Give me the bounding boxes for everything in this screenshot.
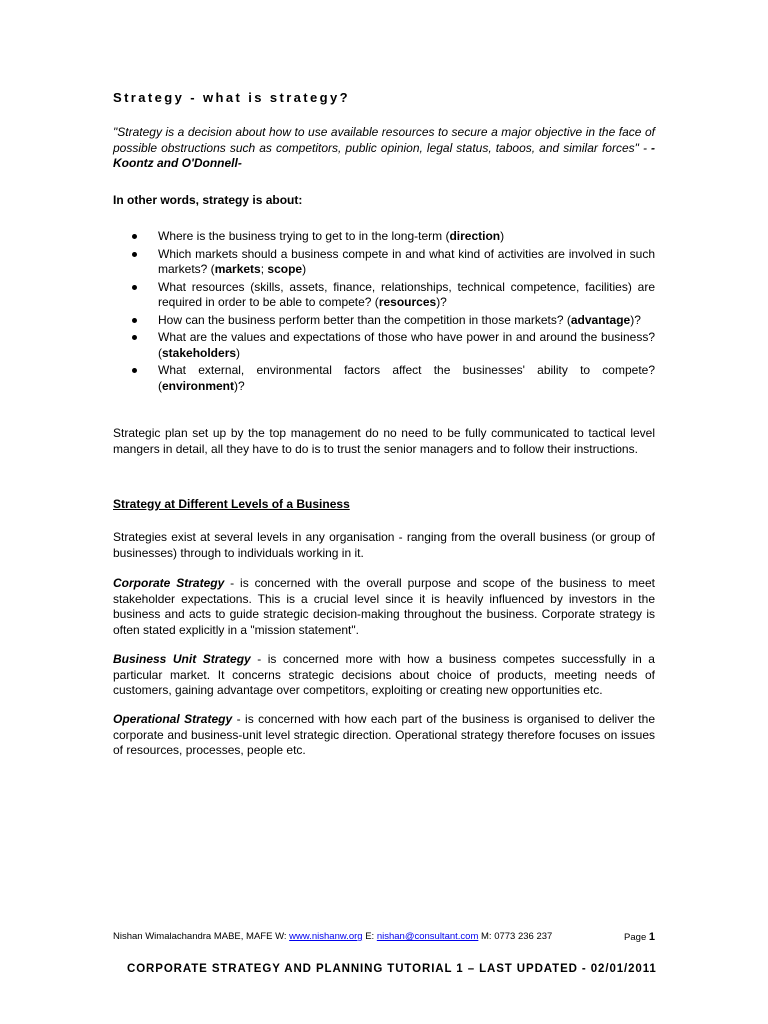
footer-author: Nishan Wimalachandra MABE, MAFE W: [113,931,290,942]
operational-strategy-paragraph: Operational Strategy - is concerned with how each part of the business is organised to deliver the corporate and business-unit level strategic direction. Operational strategy therefore focuses on issues of resources, processes, people etc. [113,712,655,757]
intro-heading: In other words, strategy is about: [113,193,303,207]
footer-banner: CORPORATE STRATEGY AND PLANNING TUTORIAL 1 – LAST UPDATED - 02/01/2011 [127,963,657,974]
page-number: Page 1 [624,931,655,943]
list-item: Where is the business trying to get to in the long-term (direction) [113,229,655,245]
section-heading: Strategy at Different Levels of a Business [113,497,350,511]
strategy-questions-list [113,229,655,396]
levels-intro-paragraph: Strategies exist at several levels in any organisation - ranging from the overall business (or group of businesses) through to individuals working in it. [113,530,655,560]
quote-text: "Strategy is a decision about how to use available resources to secure a major objective in the face of possible obstructions such as competitors, public opinion, legal status, taboos, and similar forces" - [113,125,655,155]
footer-mobile: M: 0773 236 237 [478,931,553,942]
corporate-strategy-term: Corporate Strategy [113,576,225,590]
strategy-quote [113,125,655,172]
email-link[interactable]: nishan@consultant.com [376,931,479,942]
list-item: What external, environmental factors affect the businesses' ability to compete? (environment)? [113,363,655,394]
bullet-icon [132,318,137,323]
list-item: What are the values and expectations of those who have power in and around the business? (stakeholders) [113,330,655,361]
list-item: What resources (skills, assets, finance, relationships, technical competence, facilities) are required in order to be able to compete? (resources)? [113,280,655,311]
page-footer: Nishan Wimalachandra MABE, MAFE W: www.nishanw.org E: nishan@consultant.com M: 0773 236 237 Page 1 [113,931,655,943]
list-item: Which markets should a business compete in and what kind of activities are involved in such markets? (markets; scope) [113,247,655,278]
corporate-strategy-paragraph: Corporate Strategy - is concerned with the overall purpose and scope of the business to meet stakeholder expectations. This is a crucial level since it is heavily influenced by investors in the business and acts to guide strategic decision-making throughout the business. Corporate strategy is often stated explicitly in a "mission statement". [113,576,655,637]
website-link[interactable]: www.nishanw.org [289,931,363,942]
bullet-icon [132,285,137,290]
list-item: How can the business perform better than the competition in those markets? (advantage)? [113,313,655,329]
bullet-icon [132,335,137,340]
bullet-icon [132,252,137,257]
operational-strategy-term: Operational Strategy [113,712,233,726]
bullet-icon [132,368,137,373]
quote-author: -Koontz and O'Donnell- [113,140,655,170]
bullet-icon [132,234,137,239]
page-title: Strategy - what is strategy? [113,90,350,105]
strategic-plan-paragraph: Strategic plan set up by the top management do no need to be fully communicated to tactical level mangers in detail, all they have to do is to trust the senior managers and to follow their instructions. [113,426,655,456]
business-unit-strategy-term: Business Unit Strategy [113,652,251,666]
business-unit-strategy-paragraph: Business Unit Strategy - is concerned more with how a business competes successfully in a particular market. It concerns strategic decisions about choice of products, meeting needs of customers, gaining advantage over competitors, exploiting or creating new opportunities etc. [113,652,655,697]
